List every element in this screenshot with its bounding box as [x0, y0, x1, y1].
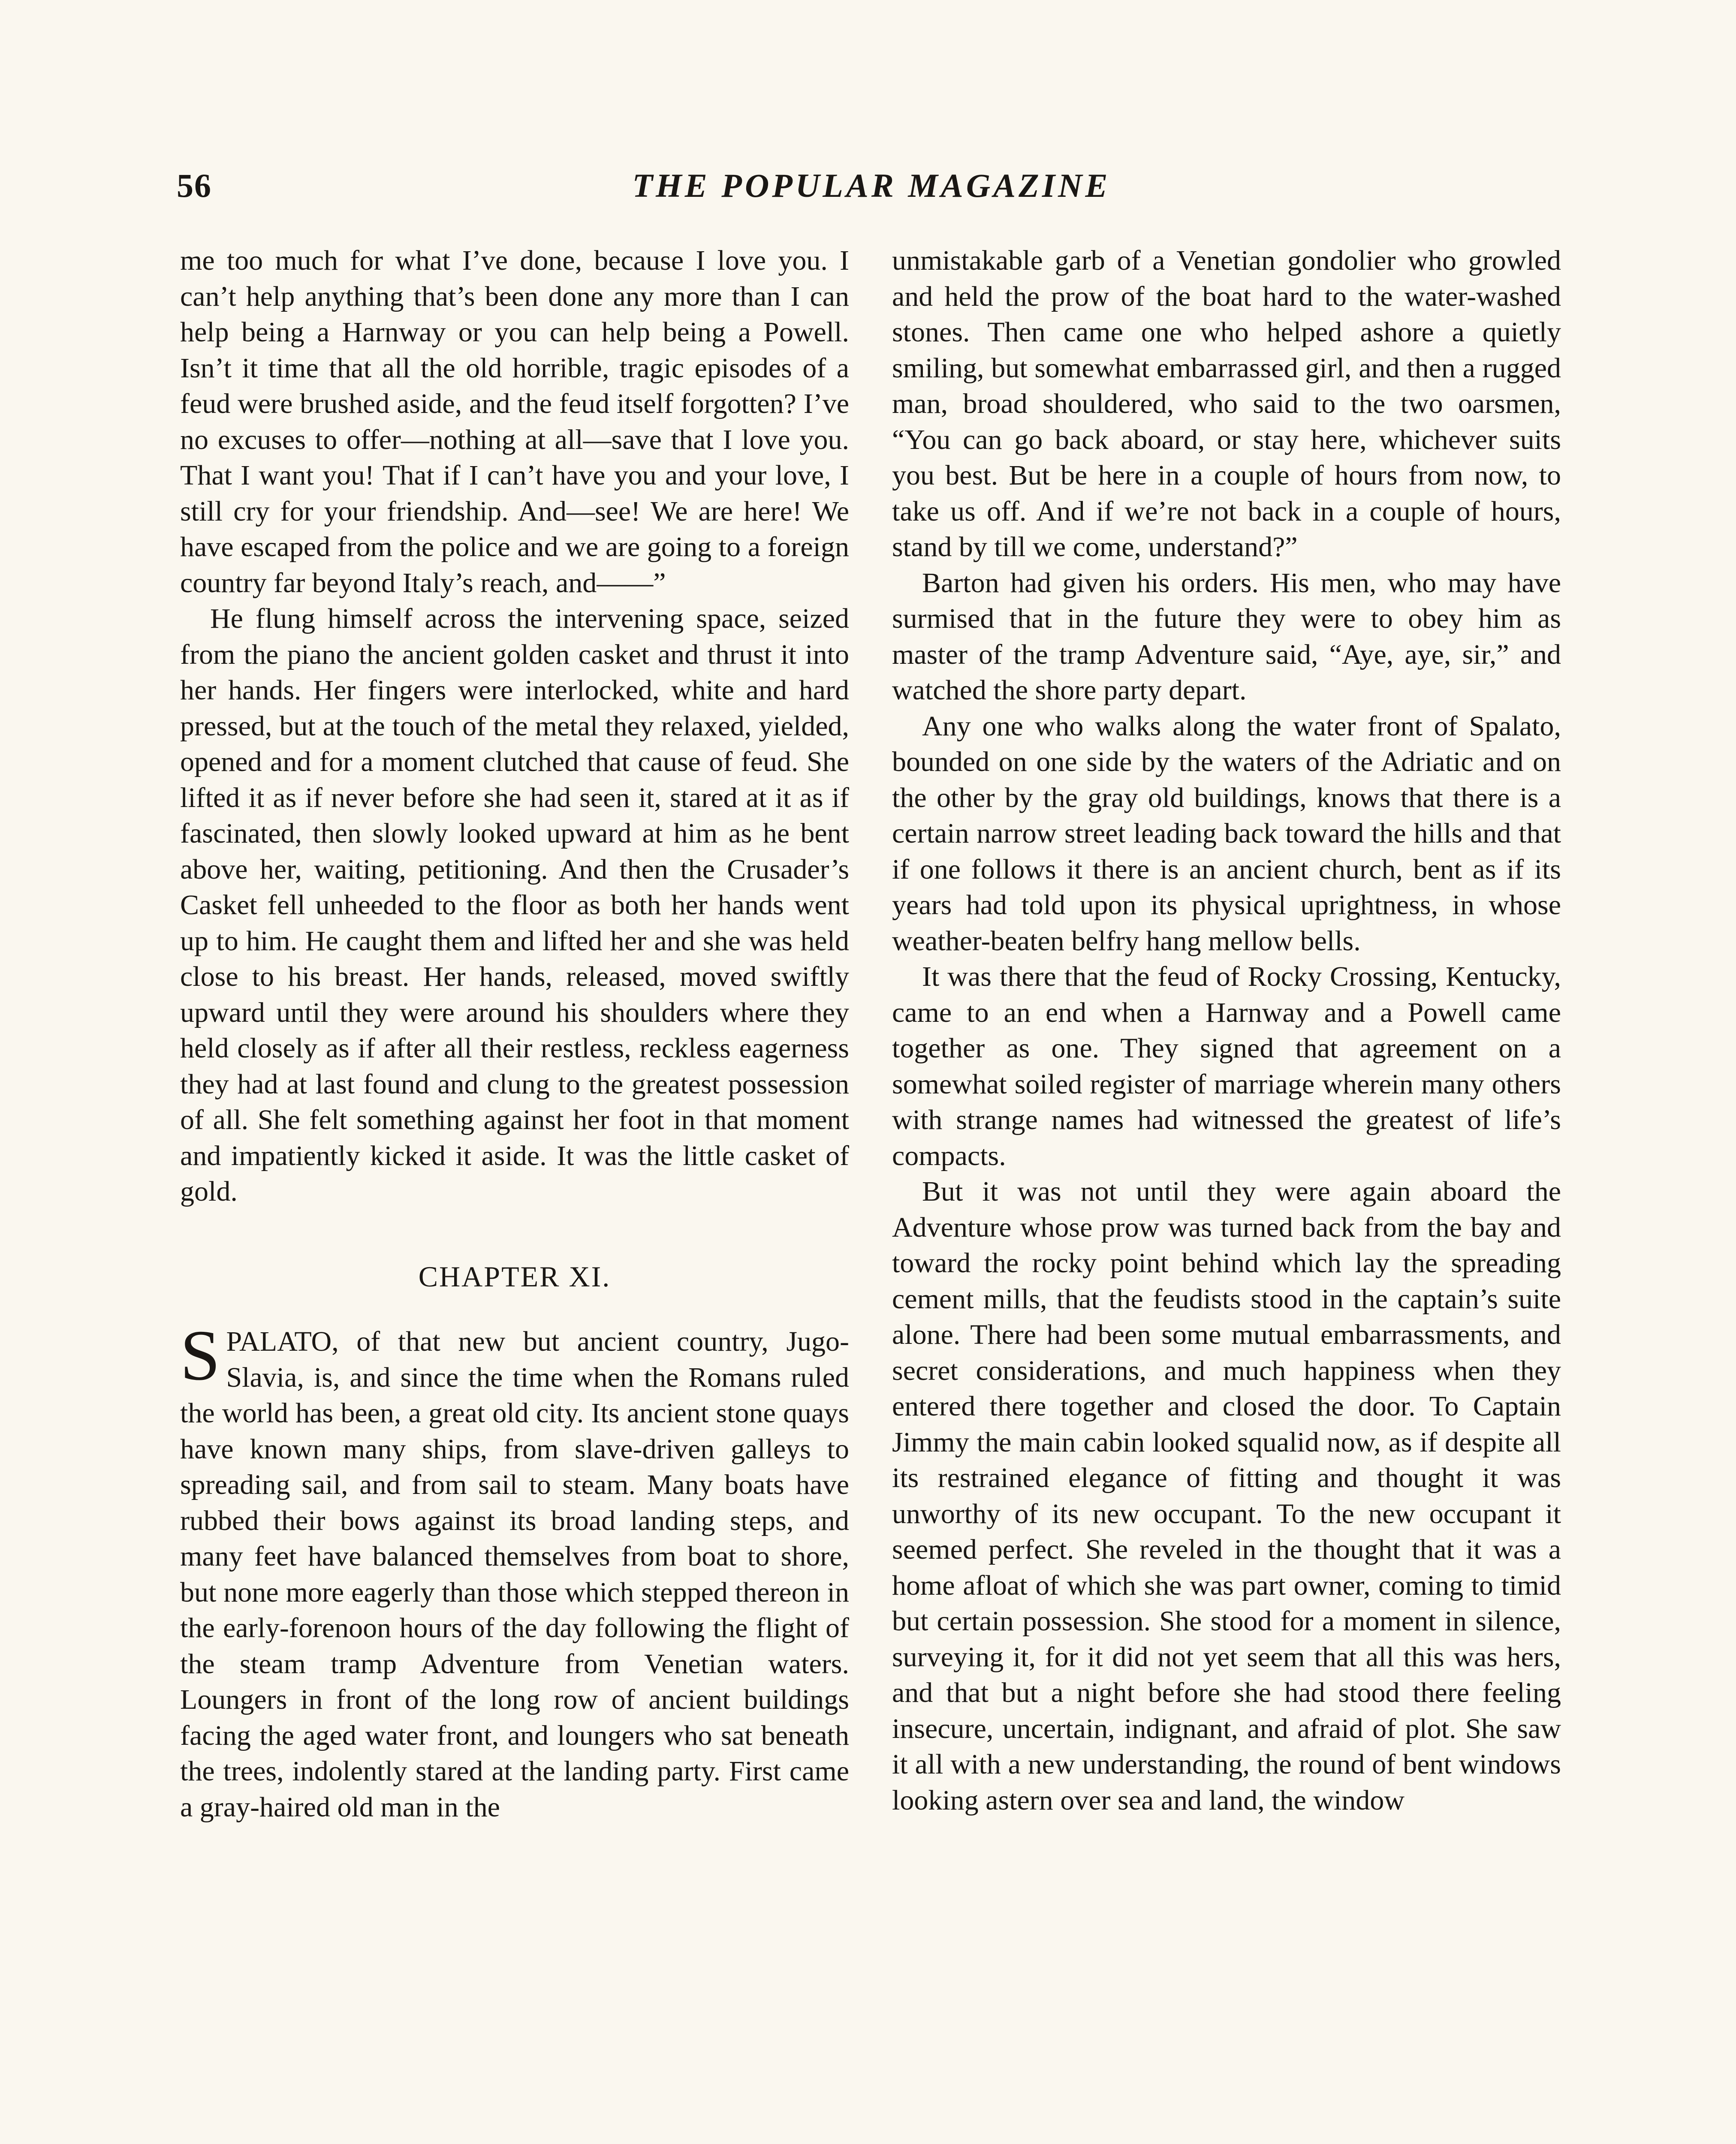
right-column: [892, 243, 1561, 1818]
chapter-opening-paragraph: [180, 1316, 849, 1825]
paragraph: He flung himself across the intervening space, seized from the piano the ancient golden casket and thrust it into her hands. Her fingers were interlocked, white and hard pressed, but at the touch of the metal they relaxed, yielded, opened and for a moment clutched that cause of feud. She lifted it as if never before she had seen it, stared at it as if fascinated, then slowly looked upward at him as he bent above her, waiting, petitioning. And then the Crusader’s Casket fell unheeded to the floor as both her hands went up to him. He caught them and lifted her and she was held close to his breast. Her hands, released, moved swiftly upward until they were around his shoulders where they held closely as if after all their restless, reckless eagerness they had at last found and clung to the greatest possession of all. She felt something against her foot in that moment and impatiently kicked it aside. It was the little casket of gold.: [180, 603, 849, 1207]
paragraph: Barton had given his orders. His men, who may have surmised that in the future they were to obey him as master of the tramp Adventure said, “Aye, aye, sir,” and watched the shore party depart.: [892, 567, 1561, 706]
drop-cap: S: [180, 1316, 220, 1395]
paragraph: But it was not until they were again aboard the Adventure whose prow was turned back from the bay and toward the rocky point behind which lay the spreading cement mills, that the feudists stood in the captain’s suite alone. There had been some mutual embarrassments, and secret considerations, and much happiness when they entered there together and closed the door. To Captain Jimmy the main cabin looked squalid now, as if despite all its restrained elegance of fitting and thought it was unworthy of its new occupant. To the new occupant it seemed perfect. She reveled in the thought that it was a home afloat of which she was part owner, coming to timid but certain possession. She stood for a moment in silence, surveying it, for it did not yet seem that all this was hers, and that but a night before she had stood there feeling insecure, uncertain, indignant, and afraid of plot. She saw it all with a new understanding, the round of bent windows looking astern over sea and land, the window: [892, 1176, 1561, 1816]
paragraph: me too much for what I’ve done, because I love you. I can’t help anything that’s been done any more than I can help being a Harnway or you can help being a Powell. Isn’t it time that all the old horrible, tragic episodes of a feud were brushed aside, and the feud itself forgotten? I’ve no excuses to offer—nothing at all—save that I love you. That I want you! That if I can’t have you and your love, I still cry for your friendship. And—see! We are here! We have escaped from the police and we are going to a foreign country far beyond Italy’s reach, and——”: [180, 245, 849, 599]
left-column: [180, 243, 849, 1825]
running-title: THE POPULAR MAGAZINE: [632, 167, 1111, 204]
paragraph: Any one who walks along the water front of Spalato, bounded on one side by the waters of the Adriatic and on the other by the gray old buildings, knows that there is a certain narrow street leading back toward the hills and that if one follows it there is an ancient church, bent as if its years had told upon its physical uprightness, in whose weather-beaten belfry hang mellow bells.: [892, 710, 1561, 957]
page-number: 56: [177, 167, 212, 204]
page-header: [177, 166, 1566, 214]
chapter-opening-text: PALATO, of that new but ancient country, Jugo-Slavia, is, and since the time when the Romans ruled the world has been, a great old city. Its ancient stone quays have known many ships, from slave-driven galleys to spreading sail, and from sail to steam. Many boats have rubbed their bows against its broad landing steps, and many feet have balanced themselves from boat to shore, but none more eagerly than those which stepped thereon in the early-forenoon hours of the day following the flight of the steam tramp Adventure from Venetian waters. Loungers in front of the long row of ancient buildings facing the aged water front, and loungers who sat beneath the trees, indolently stared at the landing party. First came a gray-haired old man in the: [180, 1326, 849, 1823]
chapter-heading: CHAPTER XI.: [418, 1260, 611, 1293]
paragraph: unmistakable garb of a Venetian gondolier who growled and held the prow of the boat hard to the water-washed stones. Then came one who helped ashore a quietly smiling, but somewhat embarrassed girl, and then a rugged man, broad shouldered, who said to the two oarsmen, “You can go back aboard, or stay here, whichever suits you best. But be here in a couple of hours from now, to take us off. And if we’re not back in a couple of hours, stand by till we come, understand?”: [892, 245, 1561, 563]
paragraph: It was there that the feud of Rocky Crossing, Kentucky, came to an end when a Harnway and a Powell came together as one. They signed that agreement on a somewhat soiled register of marriage wherein many others with strange names had witnessed the greatest of life’s compacts.: [892, 961, 1561, 1171]
